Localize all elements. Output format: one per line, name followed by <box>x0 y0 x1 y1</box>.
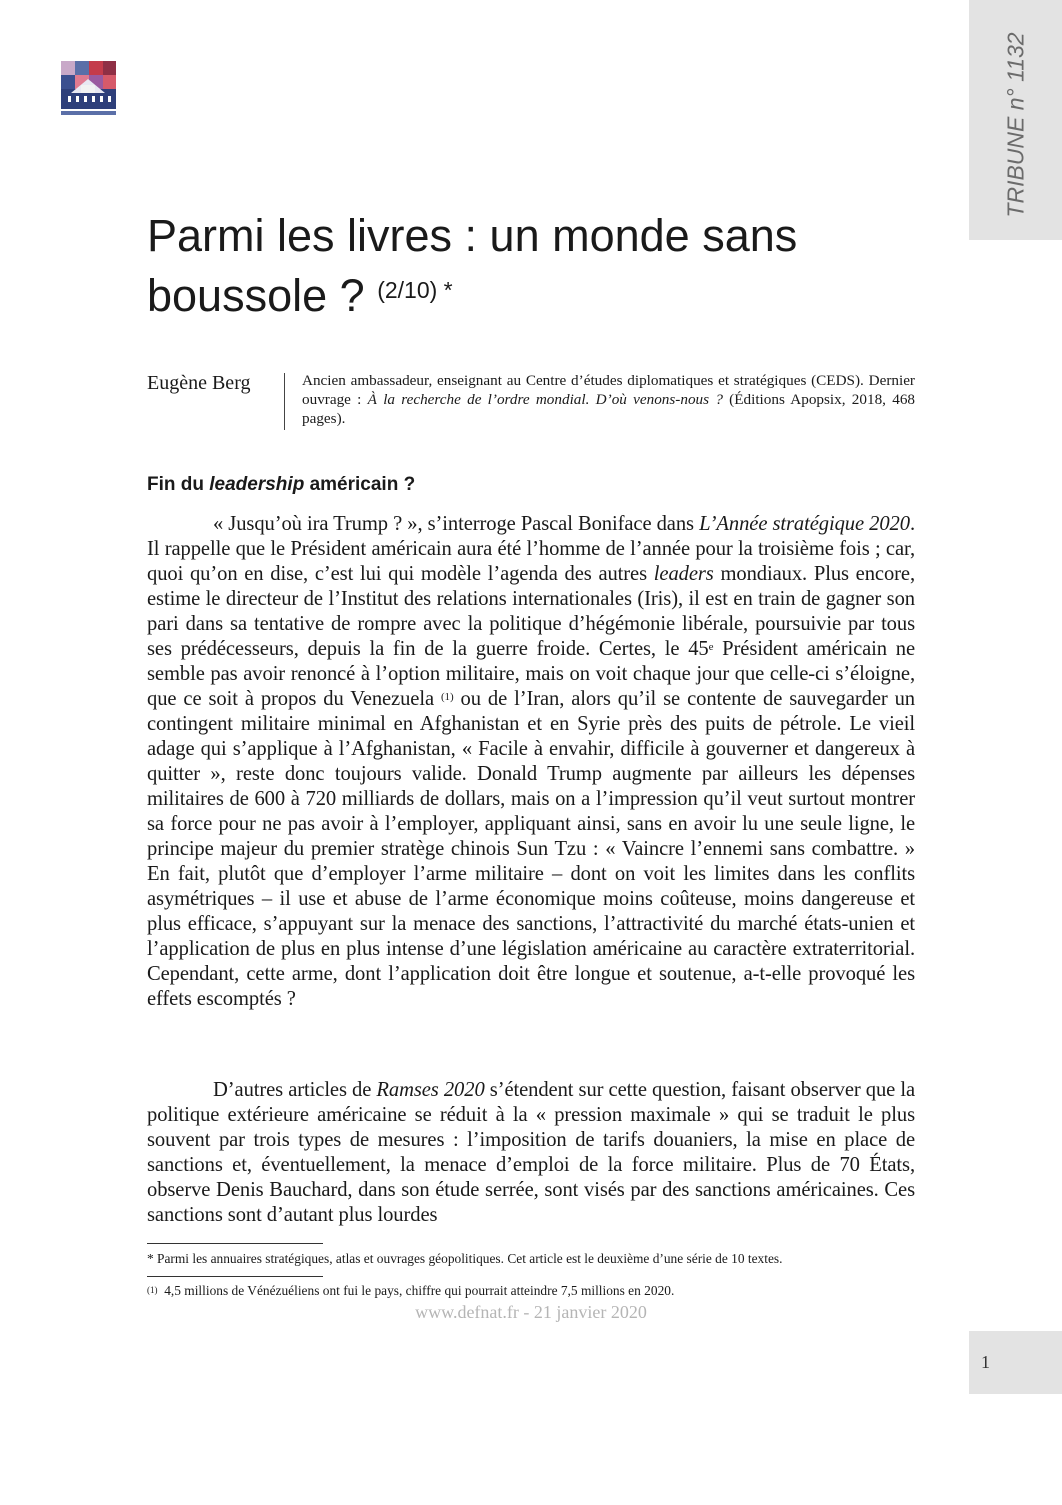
footnote-rule <box>147 1243 323 1244</box>
bio-text-2: (Éditions Apopsix, 2018, 468 pages). <box>302 391 916 427</box>
p1-book-title: L’Année stratégique 2020 <box>699 513 910 535</box>
p2-text-a: D’autres articles de <box>213 1079 377 1101</box>
page-footer[interactable]: www.defnat.fr - 21 janvier 2020 <box>415 1302 647 1322</box>
footnote-1 <box>147 1282 915 1299</box>
paragraph-2 <box>147 1078 915 1228</box>
bio-book-title: À la recherche de l’ordre mondial. D’où venons-nous ? <box>367 391 723 408</box>
author-name: Eugène Berg <box>147 372 251 394</box>
section-pre: Fin du <box>147 474 210 495</box>
title-main: Parmi les livres : un monde sans boussole ? <box>147 210 798 321</box>
p1-text-c: . Il rappelle que le Président américain aura été l’homme de l’année pour la troisième fois ; car, quoi qu’on en dise, c’est lui qui modèle l’agenda des autres <box>147 513 916 585</box>
p2-book-title: Ramses 2020 <box>376 1079 485 1101</box>
p1-ordinal: e <box>708 641 714 653</box>
section-em: leadership <box>209 474 305 495</box>
p1-text-g: Président américain ne semble pas avoir renoncé à l’option militaire, mais on voit chaque jour que celle-ci s’éloigne, que ce soit à propos du Venezuela <box>147 638 915 710</box>
p1-leaders: leaders <box>653 563 714 585</box>
footnote-rule-2 <box>147 1276 323 1277</box>
bio-text-1: Ancien ambassadeur, enseignant au Centre d’études diplomatiques et stratégiques (CEDS). Dernier ouvrage : <box>302 372 915 408</box>
tribune-label: TRIBUNE n° 1132 <box>1002 32 1028 218</box>
page-number-tab <box>969 1331 1062 1394</box>
footnote-1-mark: (1) <box>147 1285 158 1295</box>
footnote-1-text: 4,5 millions de Vénézuéliens ont fui le pays, chiffre qui pourrait atteindre 7,5 millions en 2020. <box>164 1283 675 1298</box>
author-divider <box>284 373 285 430</box>
p1-text-a: « Jusqu’où ira Trump ? », s’interroge Pascal Boniface dans <box>213 513 700 535</box>
footnote-ref-1[interactable]: (1) <box>440 691 454 703</box>
paragraph-1 <box>147 512 915 1012</box>
footnote-star: * Parmi les annuaires stratégiques, atlas et ouvrages géopolitiques. Cet article est le deuxième d’une série de 10 textes. <box>147 1251 783 1266</box>
p1-text-i: ou de l’Iran, alors qu’il se contente de sauvegarder un contingent militaire minimal en Afghanistan et en Syrie près des puits de pétrole. Le vieil adage qui s’applique à l’Afghanistan, « Facile à envahir, difficile à gouverner et dangereux à quitter », reste donc toujours valide. Donald Trump augmente par ailleurs les dépenses militaires de 600 à 720 milliards de dollars, mais on a l’impression qu’il veut surtout montrer sa force pour ne pas avoir à l’employer, appliquant ainsi, sans en avoir lu une seule ligne, le principe majeur du premier stratège chinois Sun Tzu : « Vaincre l’ennemi sans combattre. » En fait, plutôt que d’employer l’arme militaire – dont on voit les limites dans les conflits asymétriques – il use et abuse de l’arme économique moins coûteuse, moins dangereuse et plus efficace, s’appuyant sur la menace des sanctions, l’attractivité du marché états-unien et l’application de plus en plus intense d’une législation américaine au caractère extraterritorial. Cependant, cette arme, dont l’application doit être longue et soutenue, a-t-elle provoqué les effets escomptés ? <box>147 688 915 1010</box>
title-suffix: (2/10) * <box>377 277 453 303</box>
tribune-tab <box>969 0 1062 240</box>
defnat-logo <box>59 59 118 117</box>
section-heading <box>147 474 415 496</box>
section-post: américain ? <box>304 474 416 495</box>
page-title <box>147 206 907 326</box>
page-number: 1 <box>981 1352 990 1372</box>
p1-text-e: mondiaux. Plus encore, estime le directeur de l’Institut des relations internationales (Iris), il est en train de gagner son pari dans sa tentative de rompre avec la politique d’hégémonie libérale, poursuivie par tous ses prédécesseurs, depuis la fin de la guerre froide. Certes, le 45 <box>147 563 916 660</box>
author-bio <box>302 371 915 428</box>
p2-text-c: s’étendent sur cette question, faisant observer que la politique extérieure américaine se réduit à la « pression maximale » qui se traduit le plus souvent par trois types de mesures : l’imposition de tarifs douaniers, la mise en place de sanctions et, éventuellement, la menace d’emploi de la force militaire. Plus de 70 États, observe Denis Bauchard, dans son étude serrée, sont visés par des sanctions américaines. Ces sanctions sont d’autant plus lourdes <box>147 1079 915 1226</box>
